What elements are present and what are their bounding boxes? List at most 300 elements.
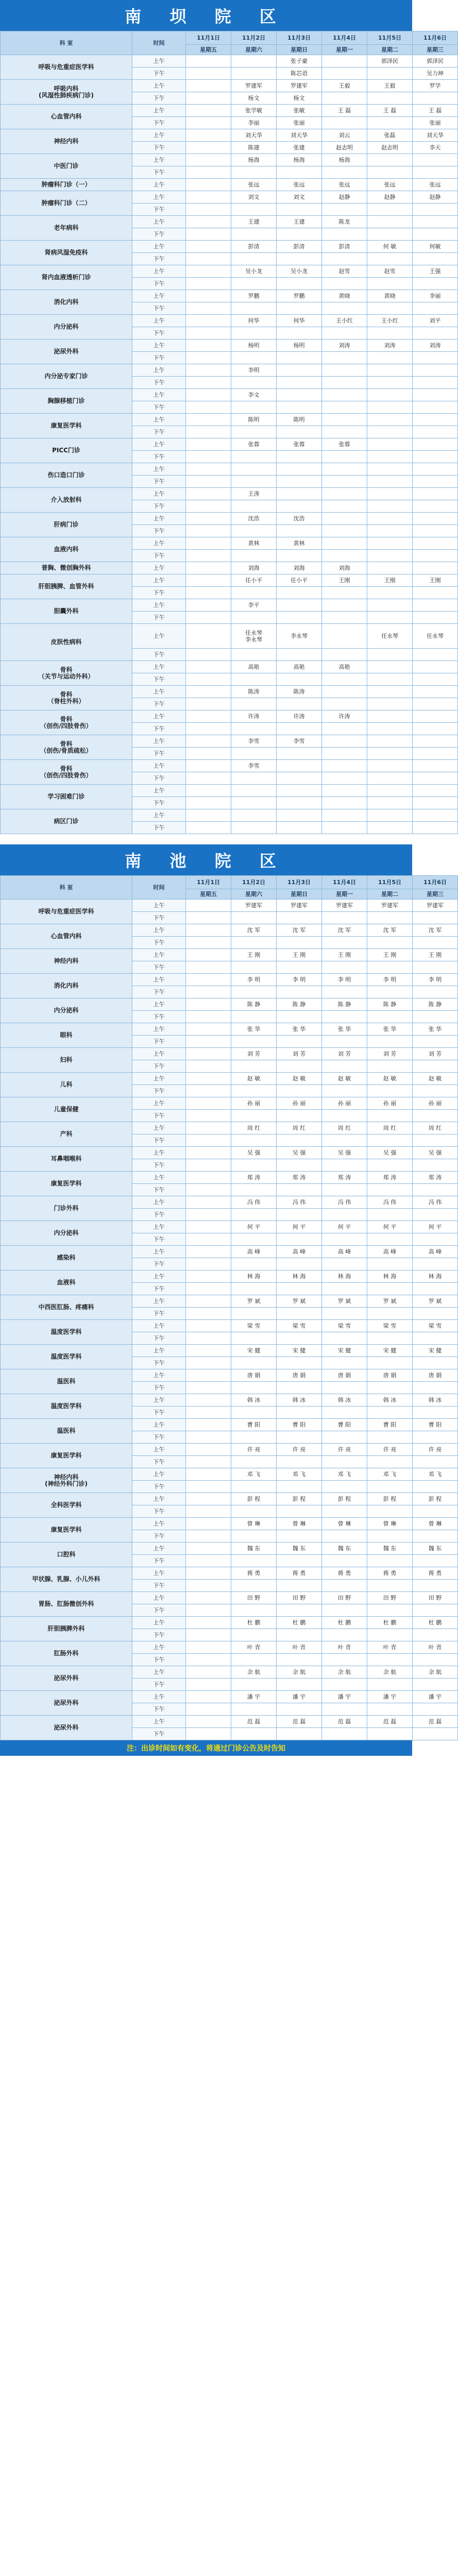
table-row xyxy=(1,1543,458,1555)
period-label: 上午 xyxy=(132,735,186,748)
dept-name-line: 胆囊外科 xyxy=(54,607,79,615)
table-row xyxy=(1,1518,458,1530)
period-label: 下午 xyxy=(132,426,186,438)
doctor-cell xyxy=(231,1048,277,1060)
doctor-cell xyxy=(413,612,458,624)
doctor-cell xyxy=(413,1580,458,1592)
doctor-name: 高 峰 xyxy=(247,1248,261,1255)
period-label: 下午 xyxy=(132,937,186,949)
doctor-name: 林 海 xyxy=(247,1273,261,1280)
doctor-cell xyxy=(277,414,322,426)
period-label: 下午 xyxy=(132,912,186,924)
doctor-cell xyxy=(231,961,277,974)
doctor-cell xyxy=(277,599,322,612)
doctor-cell xyxy=(231,1567,277,1580)
doctor-name: 陈 静 xyxy=(292,1001,306,1008)
doctor-cell xyxy=(367,723,413,735)
doctor-name: 孙 丽 xyxy=(428,1100,442,1107)
doctor-name: 范 磊 xyxy=(428,1718,442,1725)
dept-name-line: 老年病科 xyxy=(54,224,79,231)
doctor-name: 何敏 xyxy=(429,243,441,250)
doctor-cell xyxy=(413,265,458,278)
doctor-cell xyxy=(186,1567,231,1580)
doctor-cell xyxy=(367,1716,413,1728)
dept-name-line: (神经外科门诊) xyxy=(45,1480,88,1487)
table-row xyxy=(1,1444,458,1456)
doctor-name: 许涛 xyxy=(293,713,305,720)
doctor-cell xyxy=(413,1382,458,1394)
dept-name-line: 消化内科 xyxy=(54,298,79,306)
doctor-cell xyxy=(231,785,277,797)
doctor-cell xyxy=(186,142,231,154)
doctor-cell xyxy=(186,1703,231,1716)
doctor-cell xyxy=(231,241,277,253)
header-date: 11月4日 xyxy=(322,876,367,889)
dept-name xyxy=(1,1270,132,1295)
doctor-cell xyxy=(277,537,322,550)
doctor-name: 李天 xyxy=(429,144,441,151)
doctor-cell xyxy=(231,1518,277,1530)
doctor-cell xyxy=(322,1221,367,1233)
dept-name xyxy=(1,1641,132,1666)
doctor-cell xyxy=(413,166,458,179)
doctor-name: 刘平 xyxy=(429,317,441,324)
table-row xyxy=(1,924,458,937)
doctor-cell xyxy=(413,142,458,154)
doctor-cell xyxy=(186,797,231,809)
doctor-name: 高 峰 xyxy=(292,1248,306,1255)
doctor-cell xyxy=(186,1295,231,1308)
dept-name-line: 儿童保健 xyxy=(54,1106,79,1113)
doctor-cell xyxy=(322,1703,367,1716)
doctor-cell xyxy=(231,166,277,179)
doctor-name: 宋 健 xyxy=(383,1347,397,1354)
dept-name xyxy=(1,216,132,241)
doctor-name: 王 磊 xyxy=(428,107,442,114)
doctor-cell xyxy=(367,228,413,241)
doctor-cell xyxy=(277,949,322,961)
doctor-cell xyxy=(277,315,322,327)
doctor-cell xyxy=(277,1097,322,1110)
doctor-cell xyxy=(186,1134,231,1147)
doctor-cell xyxy=(367,649,413,661)
period-label: 下午 xyxy=(132,142,186,154)
doctor-cell xyxy=(231,1369,277,1382)
period-label: 下午 xyxy=(132,1357,186,1369)
dept-name-line: 心血管内科 xyxy=(50,933,82,940)
table-row xyxy=(1,809,458,822)
doctor-cell xyxy=(367,1604,413,1617)
doctor-cell xyxy=(277,698,322,710)
period-label: 下午 xyxy=(132,698,186,710)
doctor-cell xyxy=(277,364,322,377)
doctor-cell xyxy=(413,924,458,937)
dept-name-line: 神经内科 xyxy=(54,957,79,964)
schedule-table xyxy=(0,31,458,834)
doctor-cell xyxy=(322,1060,367,1073)
doctor-cell xyxy=(277,1221,322,1233)
doctor-cell xyxy=(322,1666,367,1679)
period-label: 上午 xyxy=(132,1270,186,1283)
doctor-cell xyxy=(413,587,458,599)
period-label: 上午 xyxy=(132,1444,186,1456)
dept-name-line: 温医科 xyxy=(57,1427,76,1434)
doctor-name: 张丽 xyxy=(293,120,305,126)
doctor-name: 曹 阳 xyxy=(428,1421,442,1428)
period-label: 下午 xyxy=(132,1159,186,1172)
period-label: 上午 xyxy=(132,599,186,612)
doctor-cell xyxy=(413,92,458,105)
doctor-name: 杨海 xyxy=(293,157,305,163)
doctor-name: 邓 飞 xyxy=(337,1471,351,1478)
doctor-cell xyxy=(367,451,413,463)
header-weekday: 星期六 xyxy=(231,889,277,900)
doctor-cell xyxy=(231,1728,277,1740)
doctor-cell xyxy=(186,1592,231,1604)
doctor-cell xyxy=(367,241,413,253)
doctor-name: 高 峰 xyxy=(428,1248,442,1255)
doctor-cell xyxy=(231,1468,277,1481)
doctor-name: 彭 程 xyxy=(337,1496,351,1502)
doctor-cell xyxy=(186,1543,231,1555)
period-label: 下午 xyxy=(132,377,186,389)
doctor-cell xyxy=(322,265,367,278)
doctor-name: 田 野 xyxy=(428,1595,442,1601)
doctor-name: 陈 静 xyxy=(247,1001,261,1008)
doctor-cell xyxy=(413,562,458,574)
doctor-cell xyxy=(186,1320,231,1332)
doctor-cell xyxy=(322,1097,367,1110)
dept-name-line: 康复医学科 xyxy=(50,1452,82,1459)
doctor-cell xyxy=(277,426,322,438)
dept-name-line: 肝胆胰脾、血管外科 xyxy=(38,583,94,590)
dept-name xyxy=(1,1246,132,1270)
doctor-cell xyxy=(231,1431,277,1444)
period-label: 上午 xyxy=(132,1172,186,1184)
doctor-cell xyxy=(277,80,322,92)
dept-name xyxy=(1,1097,132,1122)
doctor-cell xyxy=(277,340,322,352)
doctor-cell xyxy=(186,55,231,67)
doctor-cell xyxy=(231,1505,277,1518)
doctor-cell xyxy=(367,797,413,809)
doctor-cell xyxy=(367,1147,413,1159)
dept-name xyxy=(1,1172,132,1196)
dept-name xyxy=(1,1073,132,1097)
doctor-cell xyxy=(186,1283,231,1295)
doctor-name: 王 刚 xyxy=(337,952,351,958)
doctor-cell xyxy=(277,1184,322,1196)
doctor-cell xyxy=(367,1011,413,1023)
doctor-cell xyxy=(322,785,367,797)
doctor-cell xyxy=(231,937,277,949)
dept-name-line: 康复医学科 xyxy=(50,422,82,429)
period-label: 下午 xyxy=(132,1283,186,1295)
doctor-cell xyxy=(277,401,322,414)
doctor-name: 王刚 xyxy=(384,577,396,584)
doctor-cell xyxy=(277,1592,322,1604)
header-weekday: 星期日 xyxy=(277,45,322,55)
doctor-cell xyxy=(367,253,413,265)
doctor-name: 许 亮 xyxy=(292,1446,306,1453)
dept-name-line: 口腔科 xyxy=(57,1551,76,1558)
doctor-cell xyxy=(277,179,322,191)
period-label: 下午 xyxy=(132,1085,186,1097)
header-date: 11月2日 xyxy=(231,31,277,45)
doctor-name: 刘文 xyxy=(293,194,305,200)
doctor-name: 杜 鹏 xyxy=(292,1619,306,1626)
doctor-cell xyxy=(186,748,231,760)
table-row xyxy=(1,389,458,401)
doctor-cell xyxy=(322,1233,367,1246)
doctor-cell xyxy=(413,760,458,772)
doctor-cell xyxy=(277,1233,322,1246)
period-label: 上午 xyxy=(132,1518,186,1530)
dept-name-line: 介入放射科 xyxy=(50,496,82,503)
dept-name-line: 甲状腺、乳腺、小儿外科 xyxy=(32,1575,100,1583)
doctor-name: 蒋 勇 xyxy=(337,1570,351,1577)
doctor-name: 曾 琳 xyxy=(428,1520,442,1527)
doctor-cell xyxy=(322,1505,367,1518)
doctor-cell xyxy=(231,1134,277,1147)
dept-name-line: 骨科 xyxy=(60,715,73,723)
doctor-cell xyxy=(367,1023,413,1036)
doctor-cell xyxy=(413,710,458,723)
doctor-cell xyxy=(322,67,367,80)
header-dept: 科 室 xyxy=(1,31,132,55)
doctor-cell xyxy=(186,562,231,574)
doctor-name: 罗建军 xyxy=(336,902,353,909)
doctor-cell xyxy=(277,562,322,574)
period-label: 上午 xyxy=(132,562,186,574)
period-label: 下午 xyxy=(132,525,186,537)
period-label: 下午 xyxy=(132,1555,186,1567)
doctor-name: 黄晓 xyxy=(384,293,396,299)
doctor-name: 潘 宇 xyxy=(247,1693,261,1700)
dept-name xyxy=(1,1691,132,1716)
doctor-cell xyxy=(277,974,322,986)
doctor-cell xyxy=(231,105,277,117)
period-label: 下午 xyxy=(132,1233,186,1246)
doctor-cell xyxy=(277,1629,322,1641)
period-label: 上午 xyxy=(132,1617,186,1629)
doctor-cell xyxy=(367,1666,413,1679)
doctor-name: 杜 鹏 xyxy=(337,1619,351,1626)
period-label: 下午 xyxy=(132,822,186,834)
period-label: 上午 xyxy=(132,389,186,401)
dept-name xyxy=(1,265,132,290)
doctor-cell xyxy=(186,998,231,1011)
doctor-cell xyxy=(186,1493,231,1505)
doctor-name: 沈 军 xyxy=(247,927,261,934)
doctor-name: 冯 伟 xyxy=(383,1199,397,1206)
period-label: 上午 xyxy=(132,1345,186,1357)
doctor-cell xyxy=(231,748,277,760)
doctor-cell xyxy=(277,55,322,67)
doctor-name: 罗 斌 xyxy=(337,1298,351,1304)
doctor-name: 郑 涛 xyxy=(292,1174,306,1181)
period-label: 下午 xyxy=(132,649,186,661)
doctor-cell xyxy=(367,92,413,105)
doctor-cell xyxy=(186,451,231,463)
doctor-name: 林 海 xyxy=(337,1273,351,1280)
doctor-cell xyxy=(186,414,231,426)
doctor-name: 彭清 xyxy=(248,243,260,250)
doctor-cell xyxy=(186,1011,231,1023)
period-label: 下午 xyxy=(132,612,186,624)
dept-name xyxy=(1,364,132,389)
doctor-cell xyxy=(322,649,367,661)
dept-name-line: （创伤/骨质疏松） xyxy=(40,747,92,754)
doctor-cell xyxy=(231,735,277,748)
doctor-name: 王刚 xyxy=(429,577,441,584)
doctor-cell xyxy=(413,1085,458,1097)
header-weekday: 星期五 xyxy=(186,45,231,55)
doctor-cell xyxy=(186,204,231,216)
dept-name xyxy=(1,562,132,574)
doctor-name: 陈明 xyxy=(293,416,305,423)
doctor-name: 陈建 xyxy=(248,144,260,151)
doctor-cell xyxy=(367,937,413,949)
doctor-name: 罗 斌 xyxy=(428,1298,442,1304)
doctor-cell xyxy=(322,241,367,253)
campus-gap xyxy=(0,834,412,844)
period-label: 下午 xyxy=(132,1184,186,1196)
table-row xyxy=(1,1468,458,1481)
dept-name-line: （创伤/四肢骨伤） xyxy=(40,771,92,779)
doctor-name: 高 峰 xyxy=(383,1248,397,1255)
doctor-cell xyxy=(231,574,277,587)
doctor-cell xyxy=(413,772,458,785)
doctor-cell xyxy=(231,216,277,228)
doctor-cell xyxy=(186,290,231,302)
doctor-cell xyxy=(367,599,413,612)
doctor-cell xyxy=(277,1270,322,1283)
doctor-cell xyxy=(277,900,322,912)
doctor-name: 韩 冰 xyxy=(292,1397,306,1403)
header-time: 时间 xyxy=(132,31,186,55)
period-label: 上午 xyxy=(132,290,186,302)
table-row xyxy=(1,900,458,912)
doctor-name: 梁 雪 xyxy=(292,1323,306,1329)
table-row xyxy=(1,315,458,327)
dept-name-line: 妇科 xyxy=(60,1056,73,1063)
doctor-name: 赵静 xyxy=(429,194,441,200)
period-label: 上午 xyxy=(132,1023,186,1036)
dept-name-line: 血液科 xyxy=(57,1279,76,1286)
doctor-cell xyxy=(231,1543,277,1555)
doctor-cell xyxy=(277,129,322,142)
dept-name-line: 伤口造口门诊 xyxy=(47,471,85,479)
doctor-cell xyxy=(367,1555,413,1567)
period-label: 下午 xyxy=(132,1629,186,1641)
period-label: 下午 xyxy=(132,92,186,105)
doctor-cell xyxy=(277,1493,322,1505)
doctor-cell xyxy=(186,1357,231,1369)
doctor-cell xyxy=(231,476,277,488)
doctor-name: 曾 琳 xyxy=(247,1520,261,1527)
doctor-cell xyxy=(367,822,413,834)
doctor-name: 张敏 xyxy=(293,107,305,114)
doctor-cell xyxy=(231,1172,277,1184)
table-row xyxy=(1,1147,458,1159)
doctor-cell xyxy=(367,1295,413,1308)
period-label: 上午 xyxy=(132,1716,186,1728)
doctor-cell xyxy=(322,624,367,649)
doctor-cell xyxy=(413,1555,458,1567)
doctor-cell xyxy=(413,241,458,253)
doctor-name: 曹 阳 xyxy=(247,1421,261,1428)
doctor-cell xyxy=(322,1147,367,1159)
doctor-cell xyxy=(186,1332,231,1345)
dept-name xyxy=(1,661,132,686)
doctor-name: 高艳 xyxy=(248,664,260,670)
doctor-cell xyxy=(186,228,231,241)
doctor-name: 沈浩 xyxy=(293,515,305,522)
doctor-cell xyxy=(277,463,322,476)
table-row xyxy=(1,340,458,352)
doctor-cell xyxy=(322,1036,367,1048)
table-row xyxy=(1,1567,458,1580)
header-date: 11月5日 xyxy=(367,876,413,889)
dept-name-line: 康复医学科 xyxy=(50,1180,82,1187)
doctor-name: 何 平 xyxy=(247,1224,261,1230)
doctor-cell xyxy=(367,426,413,438)
doctor-cell xyxy=(186,723,231,735)
doctor-cell xyxy=(277,525,322,537)
doctor-cell xyxy=(277,241,322,253)
table-row xyxy=(1,154,458,166)
doctor-cell xyxy=(413,1357,458,1369)
doctor-cell xyxy=(277,998,322,1011)
doctor-cell xyxy=(277,1036,322,1048)
doctor-cell xyxy=(186,949,231,961)
doctor-cell xyxy=(322,1308,367,1320)
doctor-cell xyxy=(413,986,458,998)
header-date: 11月2日 xyxy=(231,876,277,889)
doctor-name: 王 刚 xyxy=(383,952,397,958)
doctor-cell xyxy=(186,1196,231,1209)
doctor-cell xyxy=(322,1728,367,1740)
doctor-cell xyxy=(413,1617,458,1629)
doctor-name: 范 磊 xyxy=(247,1718,261,1725)
doctor-cell xyxy=(413,1468,458,1481)
doctor-name: 何华 xyxy=(248,317,260,324)
table-row xyxy=(1,241,458,253)
doctor-name: 杨海 xyxy=(338,157,350,163)
doctor-cell xyxy=(322,290,367,302)
doctor-cell xyxy=(231,327,277,340)
doctor-cell xyxy=(277,649,322,661)
doctor-name: 邓 飞 xyxy=(247,1471,261,1478)
dept-name xyxy=(1,463,132,488)
doctor-cell xyxy=(413,1134,458,1147)
doctor-cell xyxy=(322,735,367,748)
doctor-cell xyxy=(231,550,277,562)
period-label: 下午 xyxy=(132,961,186,974)
dept-name-line: 全科医学科 xyxy=(50,1501,82,1509)
period-label: 上午 xyxy=(132,1691,186,1703)
doctor-name: 刘海 xyxy=(248,565,260,571)
doctor-cell xyxy=(231,352,277,364)
doctor-cell xyxy=(186,1530,231,1543)
doctor-name: 宋 健 xyxy=(337,1347,351,1354)
period-label: 上午 xyxy=(132,624,186,649)
doctor-name: 周 红 xyxy=(383,1125,397,1131)
doctor-cell xyxy=(322,1394,367,1406)
doctor-name: 邓 飞 xyxy=(428,1471,442,1478)
doctor-cell xyxy=(186,587,231,599)
